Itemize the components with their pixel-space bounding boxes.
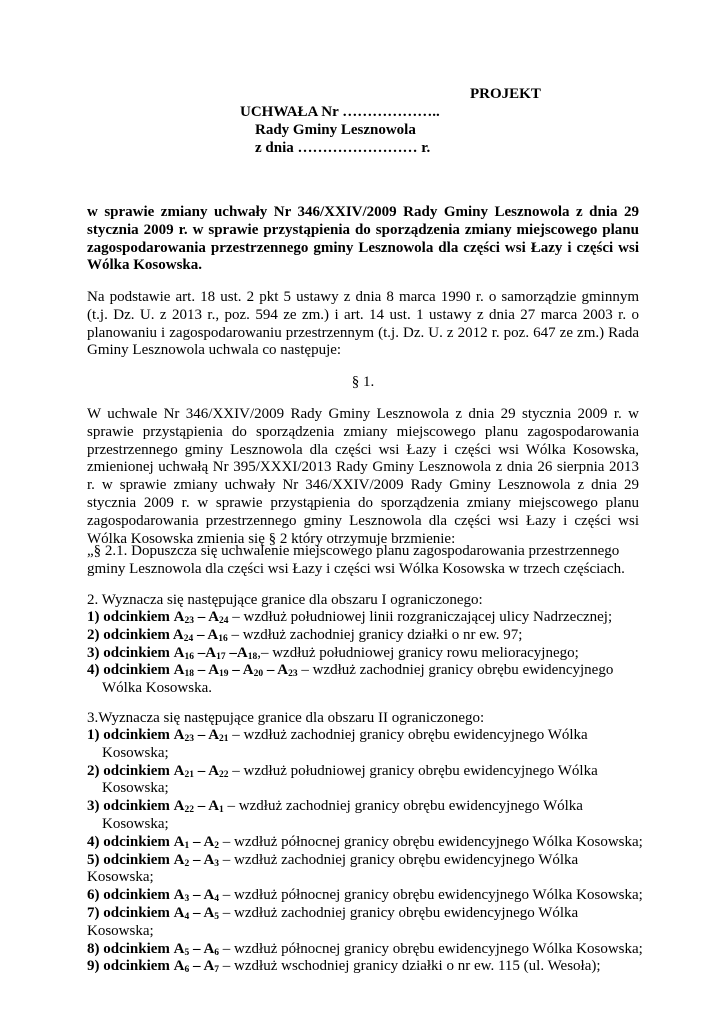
list-item: 3) odcinkiem $A_{22} - A_1$ – wzdłuż zachodniej granicy obrębu ewidencyjnego Wólka xyxy=(87,798,583,816)
list-item: 5) odcinkiem $A_2 - A_3$ – wzdłuż zachodniej granicy obrębu ewidencyjnego Wólka Kosowska; xyxy=(87,851,579,886)
council-name: Rady Gminy Lesznowola xyxy=(255,122,416,138)
list-item-continuation: Kosowska; xyxy=(102,744,169,761)
area-2-list xyxy=(87,727,647,976)
list-item: 1) odcinkiem $A_{23} - A_{24}$ – wzdłuż południowej linii rozgraniczającej ulicy Nadrzecznej; xyxy=(87,609,613,626)
resolution-title: w sprawie zmiany uchwały Nr 346/XXIV/2009 Rady Gminy Lesznowola z dnia 29 stycznia 2009 r. w sprawie przystąpienia do sporządzenia zmiany miejscowego planu zagospodarowania przestrzennego gminy Lesznowola dla części wsi Łazy i części wsi Wólka Kosowska. xyxy=(87,204,639,274)
projekt-label: PROJEKT xyxy=(470,86,541,102)
list-item: 6) odcinkiem $A_3 - A_4$ – wzdłuż północnej granicy obrębu ewidencyjnego Wólka Kosowska; xyxy=(87,887,643,905)
list-item: 2) odcinkiem $A_{24} - A_{16}$ – wzdłuż zachodniej granicy działki o nr ew. 97; xyxy=(87,626,523,644)
list-item: 2) odcinkiem $A_{21} - A_{22}$ – wzdłuż południowej granicy obrębu ewidencyjnego Wólka xyxy=(87,762,598,780)
list-item: 3) odcinkiem $A_{16}$ $-A_{17}$ $-A_{18},-$ wzdłuż południowej granicy rowu melioracyjnego; xyxy=(87,644,579,662)
list-item: 4) odcinkiem $A_{18} - A_{19} - A_{20} - A_{23}$ – wzdłuż zachodniej granicy obrębu ewidencyjnego xyxy=(87,662,614,680)
list-item-continuation: Kosowska; xyxy=(102,780,169,797)
list-item: 8) odcinkiem $A_5 - A_6$ – wzdłuż północnej granicy obrębu ewidencyjnego Wólka Kosowska; xyxy=(87,940,643,958)
resolution-number-line: UCHWAŁA Nr ……………….. xyxy=(240,104,440,120)
legal-basis-paragraph: Na podstawie art. 18 ust. 2 pkt 5 ustawy z dnia 8 marca 1990 r. o samorządzie gminnym (t.j. Dz. U. z 2013 r., poz. 594 ze zm.) i art. 14 ust. 1 ustawy z dnia 27 marca 2003 r. o planowaniu i zagospodarowaniu przestrzennym (t.j. Dz. U. z 2012 r. poz. 647 ze zm.) Rada Gminy Lesznowola uchwala co następuje: xyxy=(87,289,639,359)
list-item-continuation: Wólka Kosowska. xyxy=(102,680,212,697)
paragraph-2-1: „§ 2.1. Dopuszcza się uchwalenie miejscowego planu zagospodarowania przestrzennego gminy Lesznowola dla części wsi Łazy i części wsi Wólka Kosowska w trzech częściach. xyxy=(87,543,625,577)
list-item: 7) odcinkiem $A_4 - A_5$ – wzdłuż zachodniej granicy obrębu ewidencyjnego Wólka Kosowska; xyxy=(87,904,579,939)
list-item: 4) odcinkiem $A_1 - A_2$ – wzdłuż północnej granicy obrębu ewidencyjnego Wólka Kosowska; xyxy=(87,833,643,851)
resolution-date-line: z dnia …………………… r. xyxy=(255,140,431,156)
area-1-intro: 2. Wyznacza się następujące granice dla obszaru I ograniczonego: xyxy=(87,592,483,608)
list-item-continuation: Kosowska; xyxy=(102,815,169,832)
area-1-list xyxy=(87,609,647,698)
list-item: 1) odcinkiem $A_{23} - A_{21}$ – wzdłuż zachodniej granicy obrębu ewidencyjnego Wólka xyxy=(87,727,588,744)
list-item: 9) odcinkiem $A_6 - A_7$ – wzdłuż wschodniej granicy działki o nr ew. 115 (ul. Wesoła); xyxy=(87,958,601,976)
area-2-intro: 3.Wyznacza się następujące granice dla obszaru II ograniczonego: xyxy=(87,710,485,726)
section-mark: § 1. xyxy=(351,374,375,390)
section-1-paragraph: W uchwale Nr 346/XXIV/2009 Rady Gminy Lesznowola z dnia 29 stycznia 2009 r. w sprawie przystąpienia do sporządzenia zmiany miejscowego planu zagospodarowania przestrzennego gminy Lesznowola dla części wsi Łazy i części wsi Wólka Kosowska, zmienionej uchwałą Nr 395/XXXI/2013 Rady Gminy Lesznowola z dnia 26 sierpnia 2013 r. w sprawie zmiany uchwały Nr 346/XXIV/2009 Rady Gminy Lesznowola z dnia 29 stycznia 2009 r. w sprawie przystąpienia do sporządzenia zmiany miejscowego planu zagospodarowania przestrzennego gminy Lesznowola dla części wsi Łazy i części wsi Wólka Kosowska zmienia się § 2 który otrzymuje brzmienie: xyxy=(87,406,639,547)
